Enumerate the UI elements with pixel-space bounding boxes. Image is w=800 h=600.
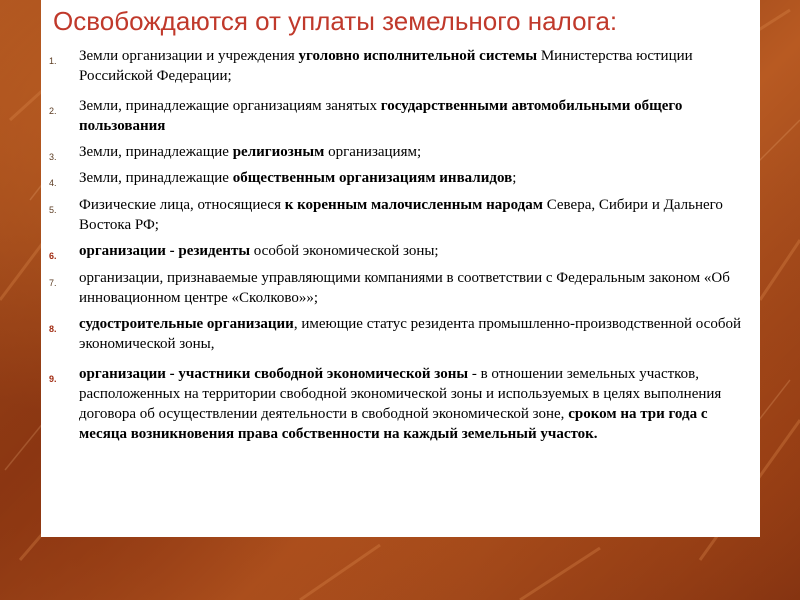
list-item-text — [79, 168, 755, 188]
bold-text-segment: религиозным — [232, 144, 325, 160]
slide-content — [41, 0, 760, 537]
text-segment: Министерства юстиции Российской Федерации; — [79, 48, 693, 84]
list-item-text — [79, 241, 755, 261]
text-segment: Земли, принадлежащие организациям занятых — [79, 98, 381, 114]
bold-text-segment: к коренным малочисленным народам — [284, 197, 543, 213]
list-item-text — [79, 46, 755, 86]
list-item-number: 4. — [49, 178, 57, 188]
bold-text-segment: сроком на три года с месяца возникновения права собственности на каждый земельный участок. — [79, 406, 708, 442]
text-segment: особой экономической зоны; — [250, 243, 439, 259]
text-segment: - в отношении земельных участков, расположенных на территории свободной экономической зоны и используемых в целях выполнения договора об осуществлении деятельности в свободной экономической зоне, — [79, 366, 722, 422]
list-item-text — [79, 195, 755, 235]
bold-text-segment: общественным организациям инвалидов — [232, 170, 513, 186]
text-segment: Земли организации и учреждения — [79, 48, 299, 64]
list-item-text — [79, 314, 755, 354]
list-item-number: 9. — [49, 374, 57, 384]
list-item-number: 6. — [49, 251, 57, 261]
list-item-text — [79, 142, 755, 162]
bold-text-segment: государственными автомобильными общего пользования — [79, 98, 683, 134]
text-segment: организациям; — [324, 144, 422, 160]
bold-text-segment: судостроительные организации — [79, 316, 294, 332]
text-segment: ; — [512, 170, 517, 186]
text-segment: организации, признаваемые управляющими компаниями в соответствии с Федеральным законом «Об инновационном центре «Сколково»»; — [79, 270, 730, 306]
list-item-number: 5. — [49, 205, 57, 215]
list-item-text — [79, 364, 755, 444]
list-item-number: 3. — [49, 152, 57, 162]
text-segment: Земли, принадлежащие — [79, 170, 233, 186]
list-item-number: 2. — [49, 106, 57, 116]
list-item-number: 7. — [49, 278, 57, 288]
list-item-number: 1. — [49, 56, 57, 66]
bold-text-segment: организации - резиденты — [79, 243, 251, 259]
list-item-text — [79, 96, 755, 136]
list-item-number: 8. — [49, 324, 57, 334]
bold-text-segment: организации - участники свободной экономической зоны — [79, 366, 469, 382]
text-segment: Земли, принадлежащие — [79, 144, 233, 160]
text-segment: Физические лица, относящиеся — [79, 197, 285, 213]
text-segment: , имеющие статус резидента промышленно-производственной особой экономической зоны, — [79, 316, 741, 352]
bold-text-segment: уголовно исполнительной системы — [298, 48, 538, 64]
list-item-text — [79, 268, 755, 308]
slide-title: Освобождаются от уплаты земельного налога: — [53, 6, 618, 36]
text-segment: Севера, Сибири и Дальнего Востока РФ; — [79, 197, 723, 233]
